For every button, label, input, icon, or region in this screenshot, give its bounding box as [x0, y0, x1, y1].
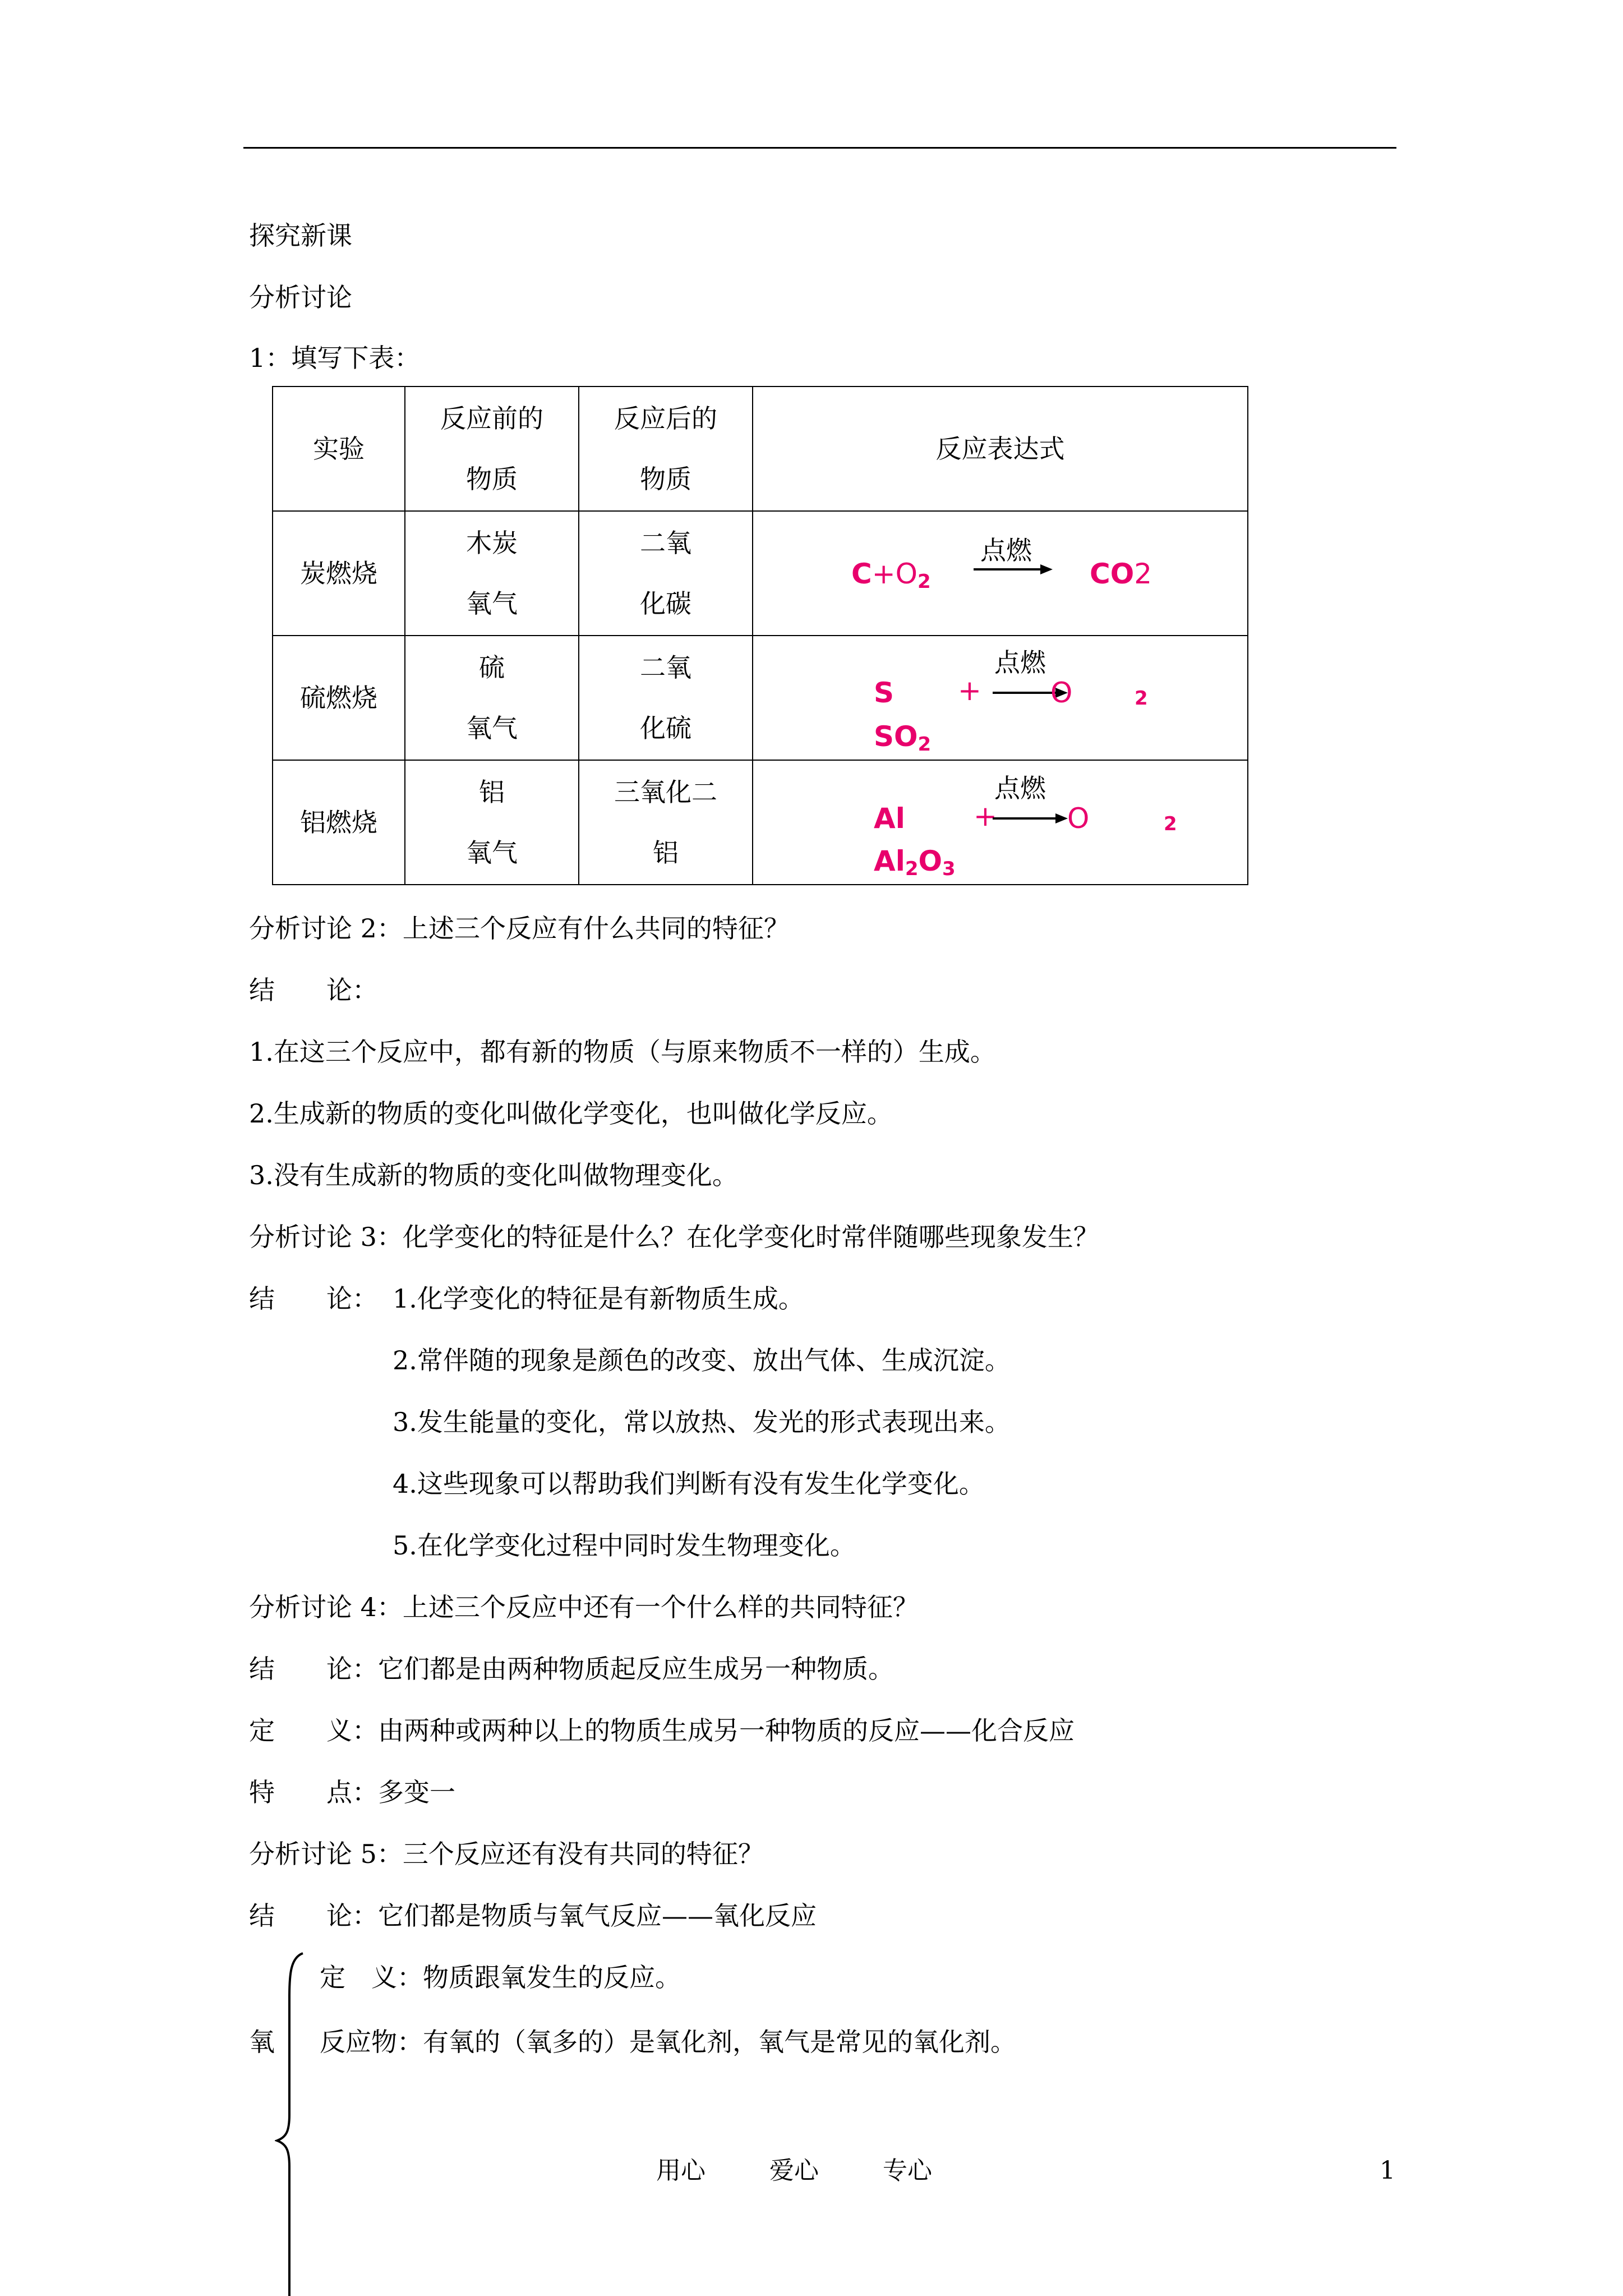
conclusion-3-item: 4.这些现象可以帮助我们判断有没有发生化学变化。 — [393, 1469, 985, 1499]
conclusion-4: 结 论：它们都是由两种物质起反应生成另一种物质。 — [249, 1654, 894, 1684]
question-4: 分析讨论 4：上述三个反应中还有一个什么样的共同特征？ — [249, 1592, 919, 1622]
table-header-row — [273, 386, 1248, 511]
table-row — [273, 636, 1248, 760]
footer-motto: 爱心 — [769, 2156, 819, 2185]
reactant-al: Al — [874, 802, 905, 835]
feature-4: 特 点：多变一 — [249, 1777, 455, 1807]
header-expression: 反应表达式 — [753, 386, 1248, 511]
subsection-heading: 分析讨论 — [249, 282, 352, 312]
row-expression — [753, 636, 1248, 760]
row-after: 二氧 化碳 — [579, 511, 753, 636]
question-2: 分析讨论 2：上述三个反应有什么共同的特征？ — [249, 913, 790, 944]
condition-label: 点燃 — [994, 647, 1046, 678]
condition-label: 点燃 — [980, 535, 1032, 565]
header-experiment: 实验 — [273, 386, 405, 511]
reaction-arrow — [974, 568, 1049, 570]
row-experiment: 炭燃烧 — [273, 511, 405, 636]
header-before: 反应前的 物质 — [405, 386, 579, 511]
reactant-o: O — [1067, 802, 1090, 835]
row-after: 二氧 化硫 — [579, 636, 753, 760]
conclusion-2-item: 3.没有生成新的物质的变化叫做物理变化。 — [249, 1160, 738, 1190]
reactant-o-sub: 2 — [1135, 687, 1148, 710]
plus-sign: + — [958, 674, 981, 707]
section-heading: 探究新课 — [249, 220, 352, 251]
brace-item: 定 义：物质跟氧发生的反应。 — [320, 1962, 681, 1993]
conclusion-3-item: 2.常伴随的现象是颜色的改变、放出气体、生成沉淀。 — [393, 1345, 1011, 1375]
header-after: 反应后的 物质 — [579, 386, 753, 511]
table-row — [273, 511, 1248, 636]
row-before: 铝 氧气 — [405, 760, 579, 885]
brace-icon — [275, 1952, 308, 2296]
reactant-o: O — [1050, 677, 1073, 709]
plus-sign: + — [974, 800, 997, 832]
reactant-s: S — [874, 677, 895, 709]
row-before: 硫 氧气 — [405, 636, 579, 760]
condition-label: 点燃 — [994, 773, 1046, 803]
row-experiment: 硫燃烧 — [273, 636, 405, 760]
product-so2: $SO_2$ — [874, 720, 932, 756]
table-row — [273, 760, 1248, 885]
row-expression — [753, 511, 1248, 636]
reaction-arrow — [993, 817, 1064, 820]
conclusion-2-label: 结 论： — [249, 975, 378, 1005]
footer-motto: 专心 — [883, 2156, 932, 2185]
definition-4: 定 义：由两种或两种以上的物质生成另一种物质的反应——化合反应 — [249, 1715, 1075, 1746]
header-rule — [243, 147, 1396, 149]
conclusion-3-label: 结 论： — [249, 1283, 378, 1314]
question-3: 分析讨论 3：化学变化的特征是什么？在化学变化时常伴随哪些现象发生？ — [249, 1222, 1099, 1252]
brace-item: 反应物：有氧的（氧多的）是氧化剂，氧气是常见的氧化剂。 — [320, 2027, 1016, 2057]
reaction-table — [272, 386, 1248, 885]
conclusion-2-item: 1.在这三个反应中，都有新的物质（与原来物质不一样的）生成。 — [249, 1037, 996, 1067]
brace-label: 氧 — [249, 2027, 275, 2057]
conclusion-3-item: 3.发生能量的变化，常以放热、发光的形式表现出来。 — [393, 1407, 1011, 1437]
question-1: 1：填写下表： — [249, 343, 421, 373]
row-experiment: 铝燃烧 — [273, 760, 405, 885]
reactant-o-sub: 2 — [1164, 813, 1177, 835]
conclusion-5: 结 论：它们都是物质与氧气反应——氧化反应 — [249, 1901, 817, 1931]
row-after: 三氧化二 铝 — [579, 760, 753, 885]
conclusion-2-item: 2.生成新的物质的变化叫做化学变化，也叫做化学反应。 — [249, 1098, 893, 1129]
page-number: 1 — [1380, 2156, 1395, 2185]
reactant-c: $C+O_2$ — [851, 558, 931, 593]
conclusion-3-item: 1.化学变化的特征是有新物质生成。 — [393, 1283, 804, 1314]
row-expression — [753, 760, 1248, 885]
question-5: 分析讨论 5：三个反应还有没有共同的特征？ — [249, 1839, 764, 1869]
conclusion-3-item: 5.在化学变化过程中同时发生物理变化。 — [393, 1530, 856, 1561]
product-al2o3: $Al_2O_3$ — [874, 845, 956, 880]
product-co2: CO2 — [1090, 558, 1152, 590]
row-before: 木炭 氧气 — [405, 511, 579, 636]
footer-motto: 用心 — [656, 2156, 706, 2185]
